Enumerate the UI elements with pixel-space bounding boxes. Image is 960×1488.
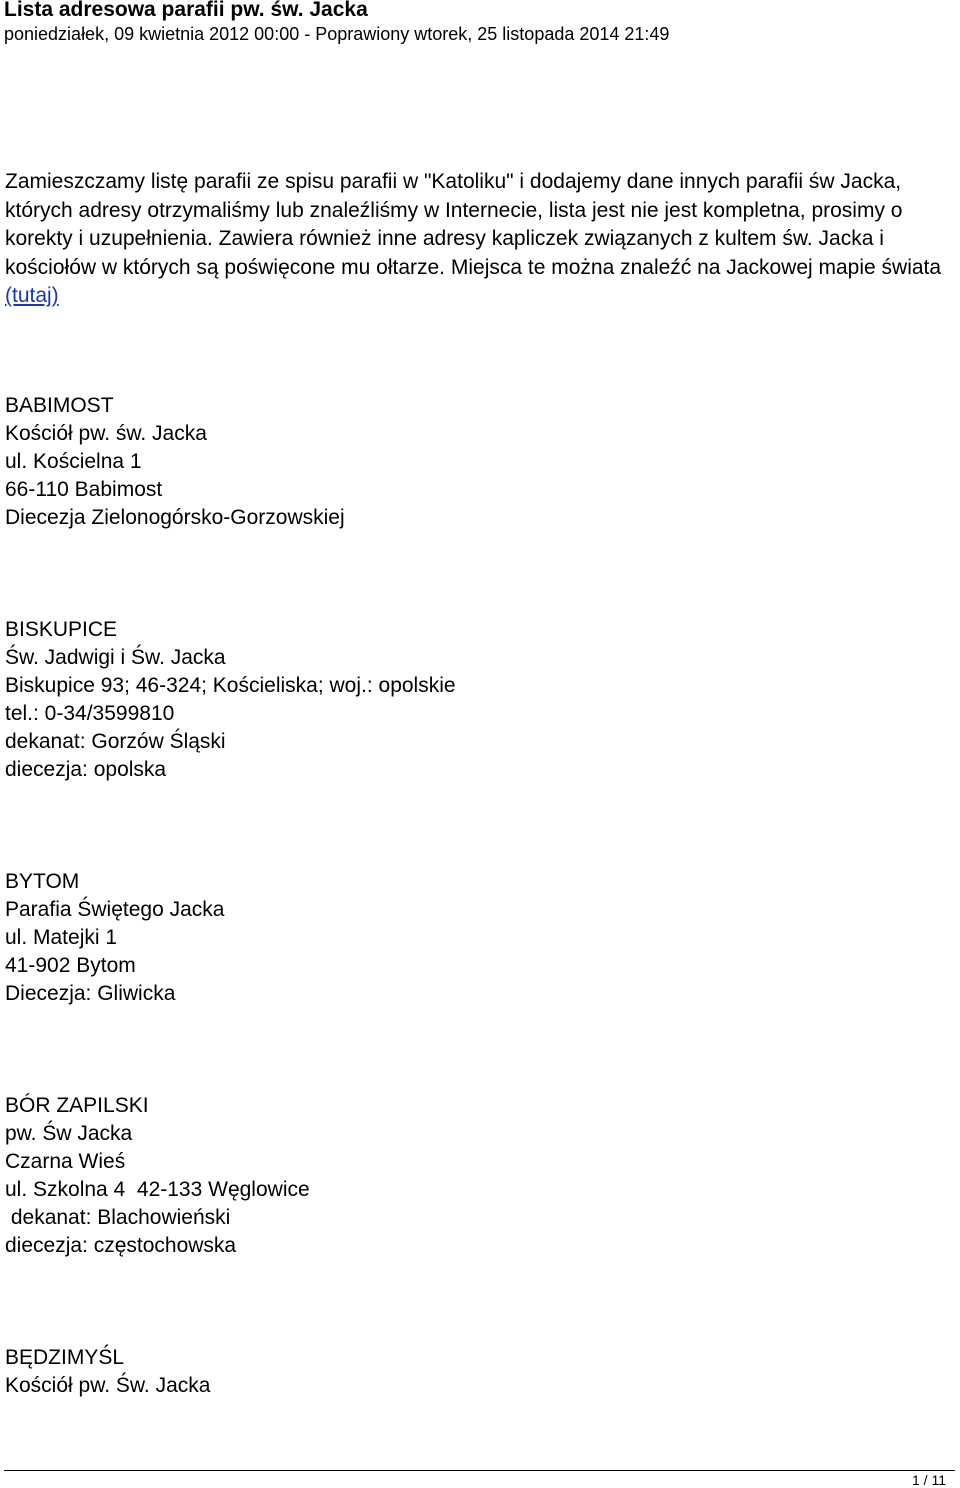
parish-line: 41-902 Bytom (5, 954, 136, 977)
footer-divider (4, 1470, 955, 1471)
parish-line: Diecezja: Gliwicka (5, 982, 176, 1005)
parish-name: BĘDZIMYŚL (5, 1346, 125, 1369)
parish-name: BYTOM (5, 870, 80, 893)
parish-line: Czarna Wieś (5, 1150, 126, 1173)
parish-entry-bedzimysl (5, 1344, 210, 1400)
intro-paragraph (5, 168, 950, 311)
parish-line: Parafia Świętego Jacka (5, 898, 225, 921)
parish-entry-babimost (5, 392, 345, 532)
parish-name: BISKUPICE (5, 618, 118, 641)
parish-line: 66-110 Babimost (5, 478, 163, 501)
parish-line: Kościół pw. Św. Jacka (5, 1374, 211, 1397)
map-link[interactable]: (tutaj) (5, 284, 59, 307)
page-title: Lista adresowa parafii pw. św. Jacka (4, 0, 368, 21)
parish-line: dekanat: Gorzów Śląski (5, 730, 226, 753)
parish-line: diecezja: częstochowska (5, 1234, 237, 1257)
parish-line: dekanat: Blachowieński (5, 1206, 231, 1229)
parish-line: Diecezja Zielonogórsko-Gorzowskiej (5, 506, 345, 529)
parish-line: tel.: 0-34/3599810 (5, 702, 175, 725)
parish-line: ul. Szkolna 4 42-133 Węglowice (5, 1178, 310, 1201)
document-header (4, 0, 956, 45)
page-number: 1 / 11 (912, 1472, 946, 1488)
parish-entry-biskupice (5, 616, 456, 784)
parish-line: Św. Jadwigi i Św. Jacka (5, 646, 226, 669)
parish-entry-bytom (5, 868, 224, 1008)
parish-line: ul. Kościelna 1 (5, 450, 142, 473)
parish-line: Biskupice 93; 46-324; Kościeliska; woj.: opolskie (5, 674, 456, 697)
parish-line: ul. Matejki 1 (5, 926, 118, 949)
parish-entry-bor-zapilski (5, 1092, 310, 1260)
parish-name: BABIMOST (5, 394, 114, 417)
parish-line: diecezja: opolska (5, 758, 167, 781)
parish-line: pw. Św Jacka (5, 1122, 133, 1145)
parish-line: Kościół pw. św. Jacka (5, 422, 207, 445)
intro-text: Zamieszczamy listę parafii ze spisu parafii w "Katoliku" i dodajemy dane innych parafii św Jacka, których adresy otrzymaliśmy lub znaleźliśmy w Internecie, lista jest nie jest kompletna, prosimy o korekty i uzupełnienia. Zawiera również inne adresy kapliczek związanych z kultem św. Jacka i kościołów w których są poświęcone mu ołtarze. Miejsca te można znaleźć na Jackowej mapie świata (5, 170, 942, 279)
parish-name: BÓR ZAPILSKI (5, 1094, 149, 1117)
article-meta: poniedziałek, 09 kwietnia 2012 00:00 - Poprawiony wtorek, 25 listopada 2014 21:49 (4, 24, 670, 44)
